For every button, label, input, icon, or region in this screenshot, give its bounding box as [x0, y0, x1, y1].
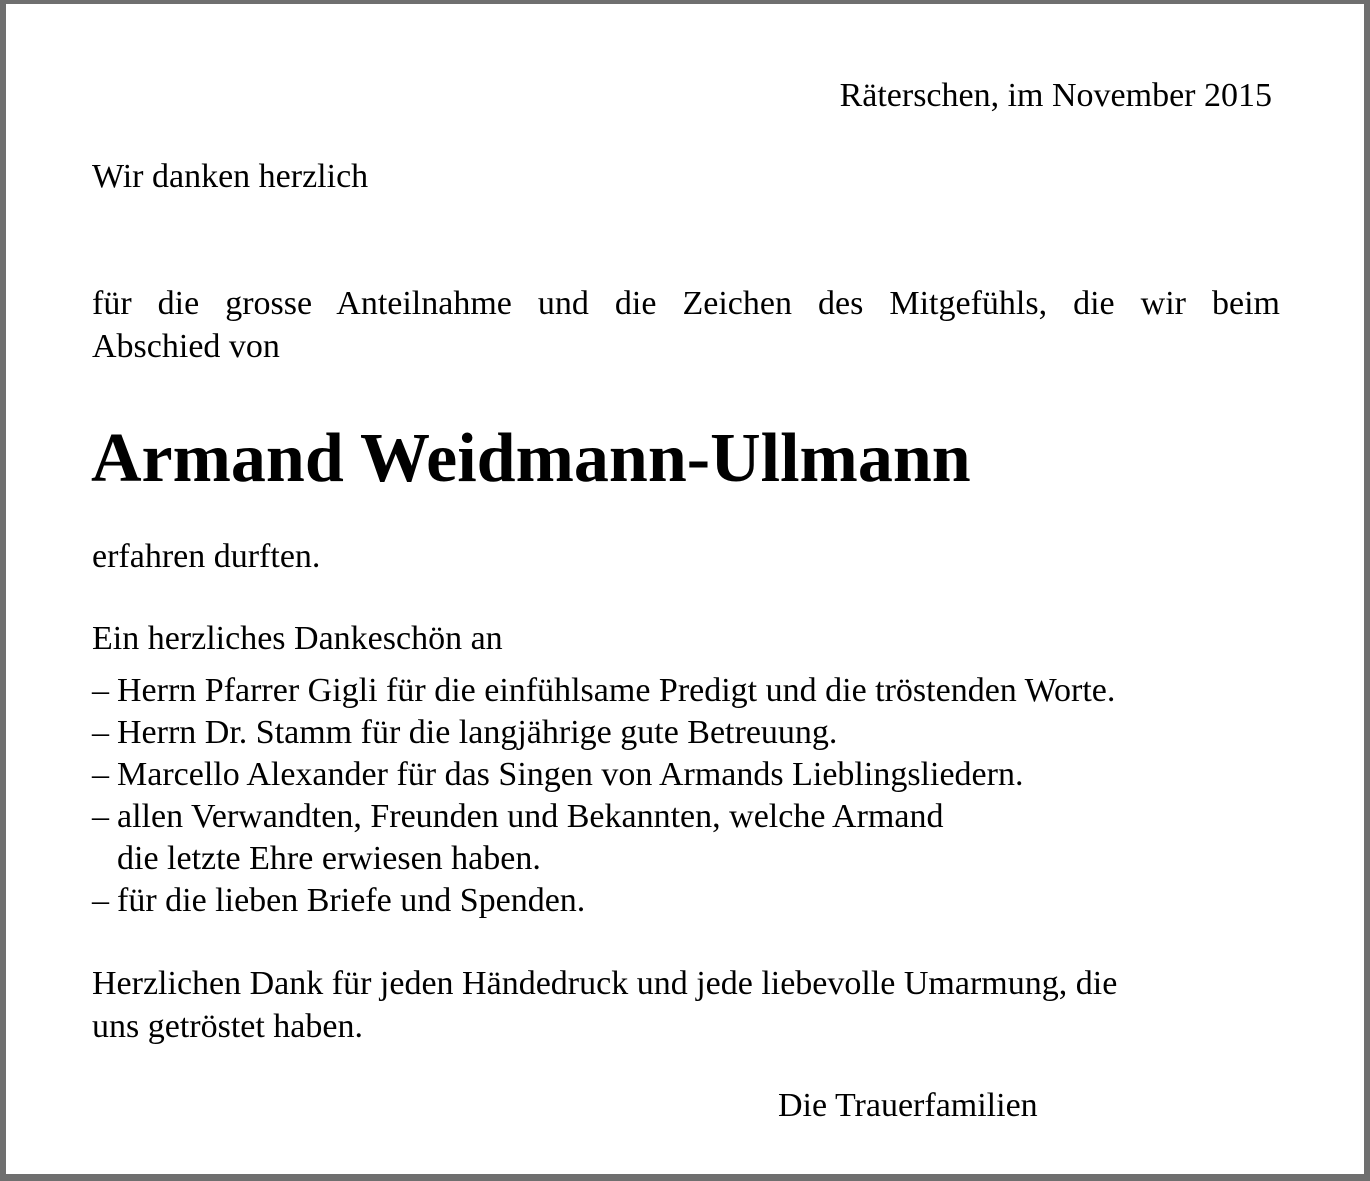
bullet-dash: – — [92, 798, 109, 835]
intro-text: Wir danken herzlich — [92, 158, 369, 195]
closing-line-1: Herzlichen Dank für jeden Händedruck und jede liebevolle Umarmung, die — [92, 965, 1118, 1002]
signature-text: Die Trauerfamilien — [778, 1087, 1038, 1124]
lead-paragraph — [92, 282, 1280, 368]
thanks-list-line — [92, 796, 1292, 838]
thanks-list-line — [92, 880, 1292, 922]
bullet-dash: – — [92, 672, 109, 709]
thanks-line-text: Marcello Alexander für das Singen von Armands Lieblingsliedern. — [117, 756, 1024, 793]
lead-line-2: Abschied von — [92, 328, 280, 365]
thanks-list-line — [92, 670, 1292, 712]
bullet-dash: – — [92, 882, 109, 919]
after-name-text: erfahren durften. — [92, 538, 321, 575]
thanks-header: Ein herzliches Dankeschön an — [92, 620, 503, 657]
thanks-line-text: die letzte Ehre erwiesen haben. — [117, 840, 541, 877]
lead-line-1: für die grosse Anteilnahme und die Zeichen des Mitgefühls, die wir beim — [92, 285, 1280, 322]
thanks-list-line — [92, 712, 1292, 754]
thanks-line-text: allen Verwandten, Freunden und Bekannten, welche Armand — [117, 798, 944, 835]
thanks-line-text: Herrn Pfarrer Gigli für die einfühlsame Predigt und die tröstenden Worte. — [117, 672, 1116, 709]
thanks-list — [92, 670, 1292, 922]
closing-paragraph — [92, 962, 1117, 1048]
closing-line-2: uns getröstet haben. — [92, 1008, 363, 1045]
thanks-list-line — [92, 838, 1292, 880]
bullet-dash — [92, 838, 117, 880]
deceased-name: Armand Weidmann-Ullmann — [91, 420, 971, 497]
bullet-dash: – — [92, 714, 109, 751]
thanks-list-line — [92, 754, 1292, 796]
bullet-dash: – — [92, 756, 109, 793]
thanks-line-text: für die lieben Briefe und Spenden. — [117, 882, 586, 919]
thanks-line-text: Herrn Dr. Stamm für die langjährige gute Betreuung. — [117, 714, 838, 751]
dateline: Räterschen, im November 2015 — [839, 77, 1272, 114]
